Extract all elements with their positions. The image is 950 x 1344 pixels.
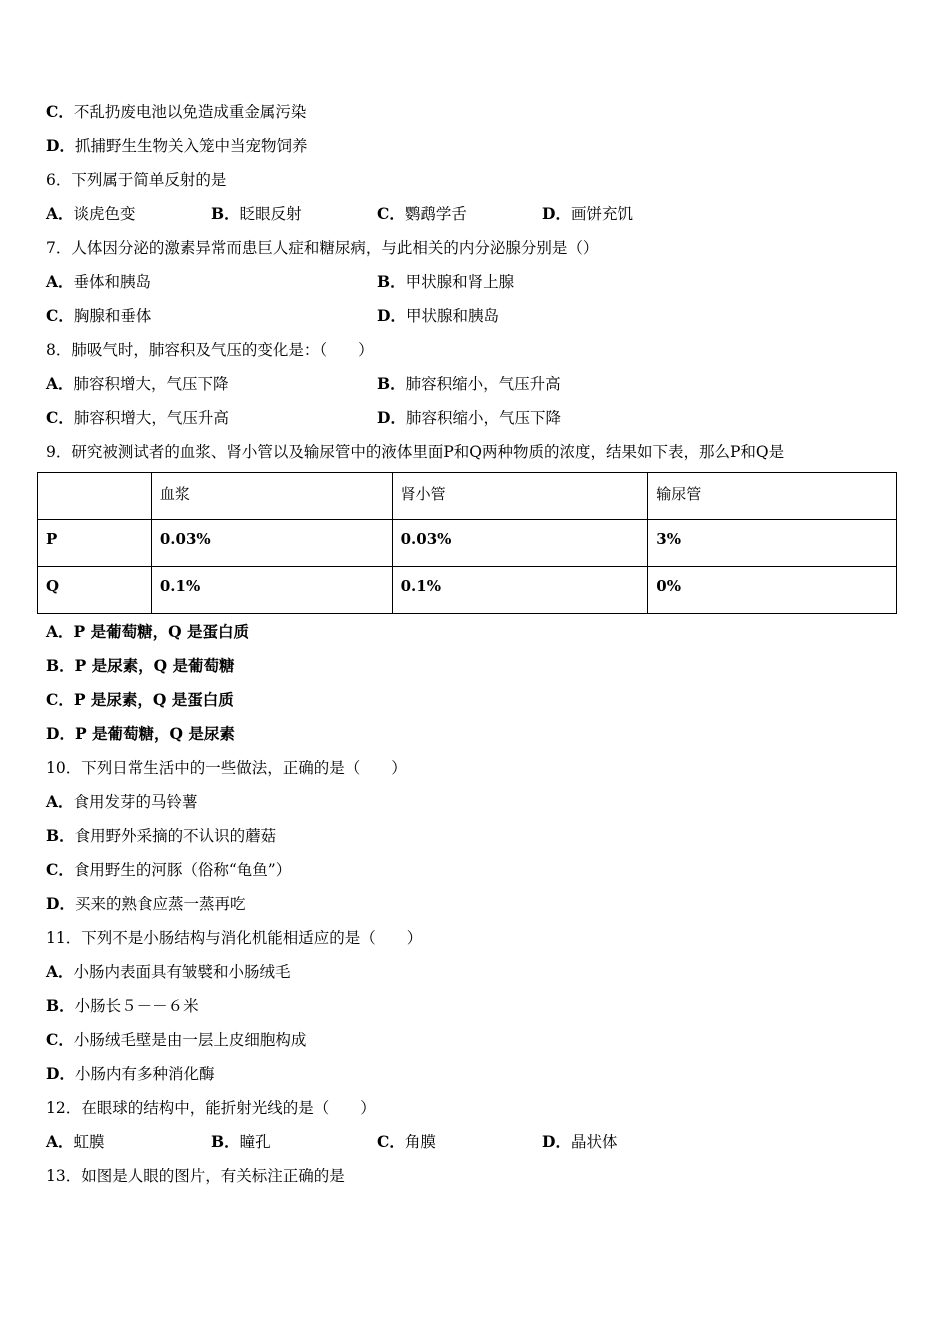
- option-a: A．垂体和胰岛: [46, 272, 152, 291]
- question-11: 11．下列不是小肠结构与消化机能相适应的是（ ）: [46, 929, 423, 947]
- option-b-q11: B．小肠长５－－６米: [46, 996, 199, 1015]
- option-c: C．角膜: [377, 1132, 436, 1151]
- table-cell: 0.1%: [392, 567, 648, 614]
- option-c-q11: C．小肠绒毛壁是由一层上皮细胞构成: [46, 1030, 307, 1049]
- options-q8-row1: [46, 374, 906, 394]
- option-a: A．谈虎色变: [46, 204, 136, 223]
- option-a: A．肺容积增大，气压下降: [46, 374, 229, 393]
- table-cell: 0%: [648, 567, 897, 614]
- table-cell: 0.1%: [151, 567, 392, 614]
- option-c-q10: C．食用野生的河豚（俗称“龟鱼”）: [46, 860, 292, 879]
- question-6: 6．下列属于简单反射的是: [46, 171, 227, 189]
- table-cell: 3%: [648, 520, 897, 567]
- question-9: 9．研究被测试者的血浆、肾小管以及输尿管中的液体里面P和Q两种物质的浓度，结果如下表，那么P和Q是: [46, 443, 785, 461]
- table-header-cell: 血浆: [151, 473, 392, 520]
- option-d: D．肺容积缩小，气压下降: [377, 408, 561, 427]
- concentration-table: [37, 472, 897, 614]
- option-a-q10: A．食用发芽的马铃薯: [46, 792, 198, 811]
- option-c-q5: C．不乱扔废电池以免造成重金属污染: [46, 102, 307, 121]
- table-cell: P: [38, 520, 152, 567]
- option-b: B．眨眼反射: [211, 204, 302, 223]
- option-b-q10: B．食用野外采摘的不认识的蘑菇: [46, 826, 277, 845]
- option-a: A．虹膜: [46, 1132, 105, 1151]
- option-a-q11: A．小肠内表面具有皱襞和小肠绒毛: [46, 962, 291, 981]
- options-q12: [46, 1132, 906, 1152]
- option-c: C．胸腺和垂体: [46, 306, 152, 325]
- question-13: 13．如图是人眼的图片，有关标注正确的是: [46, 1167, 345, 1185]
- option-d: D．画饼充饥: [542, 204, 633, 223]
- question-12: 12．在眼球的结构中，能折射光线的是（ ）: [46, 1099, 376, 1117]
- table-cell: Q: [38, 567, 152, 614]
- option-d-q9: D．P 是葡萄糖，Q 是尿素: [46, 724, 235, 743]
- option-b: B．肺容积缩小，气压升高: [377, 374, 561, 393]
- question-10: 10．下列日常生活中的一些做法，正确的是（ ）: [46, 759, 407, 777]
- option-d: D．甲状腺和胰岛: [377, 306, 499, 325]
- option-c: C．鹦鹉学舌: [377, 204, 467, 223]
- option-b: B．甲状腺和肾上腺: [377, 272, 515, 291]
- options-q7-row1: [46, 272, 906, 292]
- options-q6: [46, 204, 906, 224]
- table-row: [38, 567, 897, 614]
- question-8: 8．肺吸气时，肺容积及气压的变化是：（ ）: [46, 341, 374, 359]
- option-c-q9: C．P 是尿素，Q 是蛋白质: [46, 690, 234, 709]
- table-header-row: [38, 473, 897, 520]
- question-7: 7．人体因分泌的激素异常而患巨人症和糖尿病，与此相关的内分泌腺分别是（）: [46, 239, 599, 257]
- option-b: B．瞳孔: [211, 1132, 271, 1151]
- option-d-q11: D．小肠内有多种消化酶: [46, 1064, 215, 1083]
- option-a-q9: A．P 是葡萄糖，Q 是蛋白质: [46, 622, 249, 641]
- table-header-cell: 肾小管: [392, 473, 648, 520]
- option-c: C．肺容积增大，气压升高: [46, 408, 229, 427]
- option-d: D．晶状体: [542, 1132, 618, 1151]
- option-d-q5: D．抓捕野生生物关入笼中当宠物饲养: [46, 136, 308, 155]
- table-header-cell: 输尿管: [648, 473, 897, 520]
- table-row: [38, 520, 897, 567]
- table-cell: 0.03%: [151, 520, 392, 567]
- option-d-q10: D．买来的熟食应蒸一蒸再吃: [46, 894, 246, 913]
- option-b-q9: B．P 是尿素，Q 是葡萄糖: [46, 656, 235, 675]
- options-q8-row2: [46, 408, 906, 428]
- options-q7-row2: [46, 306, 906, 326]
- table-cell: 0.03%: [392, 520, 648, 567]
- table-header-cell: [38, 473, 152, 520]
